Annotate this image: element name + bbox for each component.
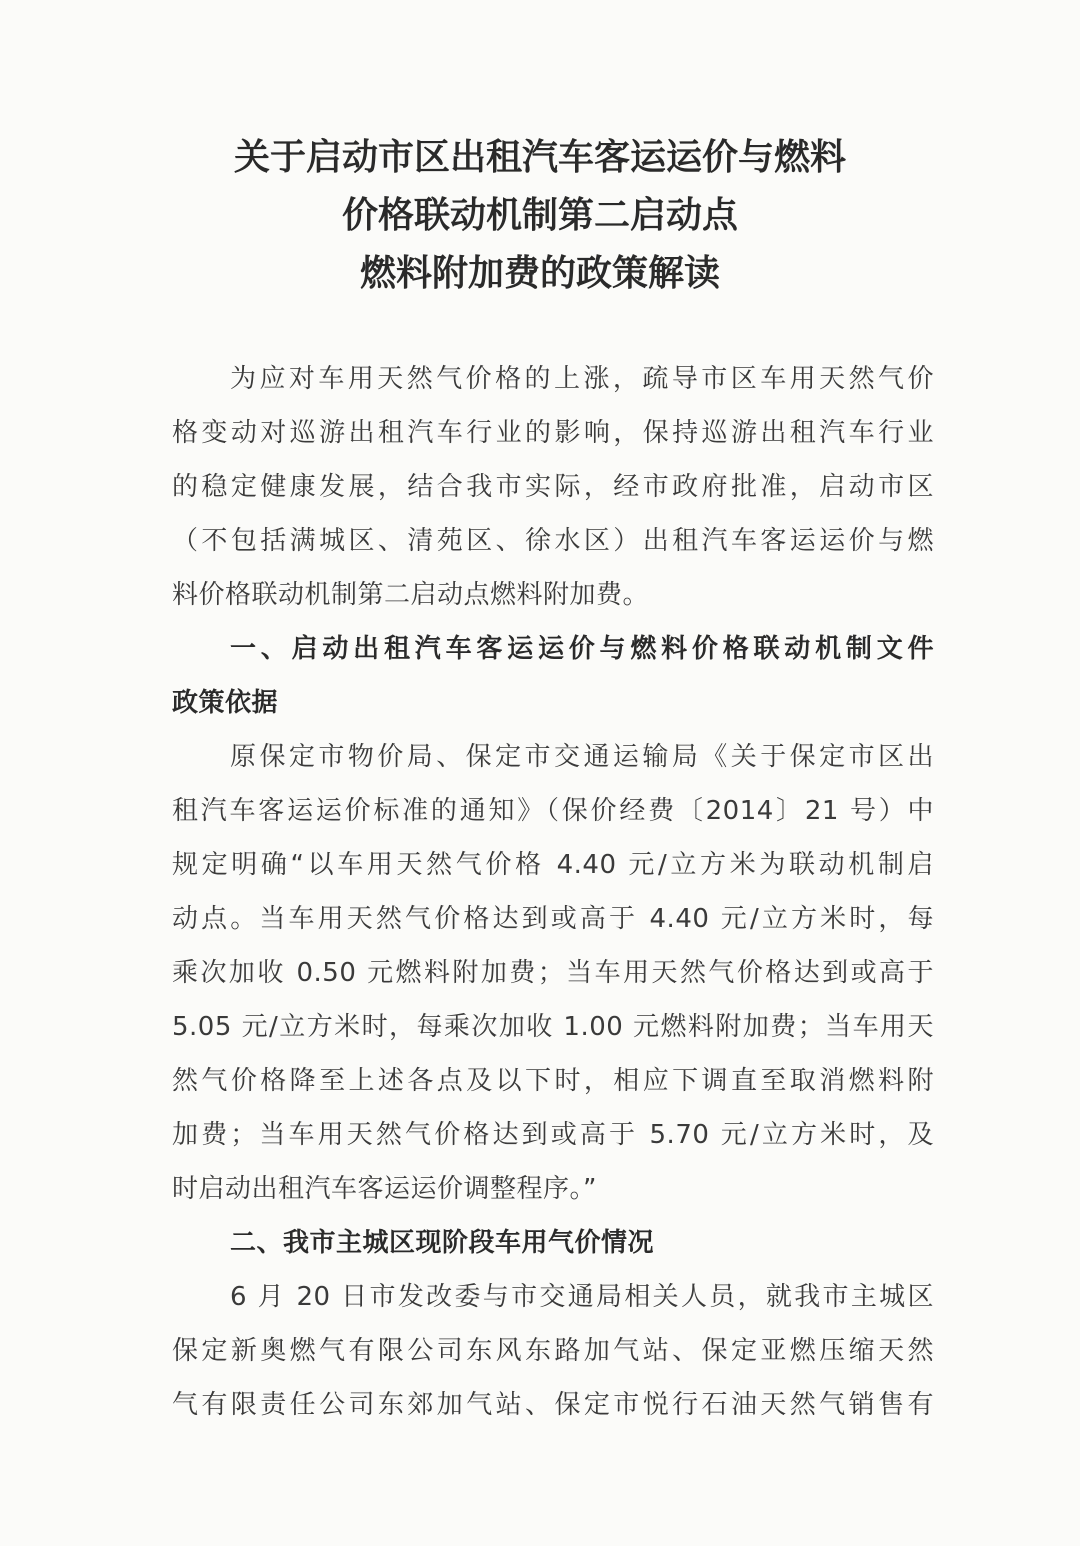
title-line: 价格联动机制第二启动点 [341,194,738,236]
paragraph-line: 气有限责任公司东郊加气站、保定市悦行石油天然气销售有 [172,1390,934,1420]
title-line: 关于启动市区出租汽车客运运价与燃料 [233,136,846,178]
paragraph-line: 加费；当车用天然气价格达到或高于 5.70 元/立方米时，及 [172,1120,934,1150]
paragraph-line: 原保定市物价局、保定市交通运输局《关于保定市区出 [230,742,934,772]
paragraph-line: 的稳定健康发展，结合我市实际，经市政府批准，启动市区 [172,472,934,502]
paragraph-line: 然气价格降至上述各点及以下时，相应下调直至取消燃料附 [172,1066,934,1096]
section-heading-line: 一、启动出租汽车客运运价与燃料价格联动机制文件 [230,634,934,664]
paragraph-line: 5.05 元/立方米时，每乘次加收 1.00 元燃料附加费；当车用天 [172,1012,934,1042]
document-title [150,128,930,302]
paragraph-line: 规定明确“以车用天然气价格 4.40 元/立方米为联动机制启 [172,850,934,880]
paragraph-line: 料价格联动机制第二启动点燃料附加费。 [172,580,650,610]
paragraph-line: 为应对车用天然气价格的上涨，疏导市区车用天然气价 [230,364,934,394]
paragraph-line: 动点。当车用天然气价格达到或高于 4.40 元/立方米时，每 [172,904,934,934]
section-heading-line: 二、我市主城区现阶段车用气价情况 [230,1228,655,1258]
paragraph-line: 时启动出租汽车客运运价调整程序。” [172,1174,597,1204]
paragraph-line: 保定新奥燃气有限公司东风东路加气站、保定亚燃压缩天然 [172,1336,934,1366]
title-line: 燃料附加费的政策解读 [359,252,720,294]
document-body [172,352,934,1432]
paragraph-line: 格变动对巡游出租汽车行业的影响，保持巡游出租汽车行业 [172,418,934,448]
paragraph-line: 6 月 20 日市发改委与市交通局相关人员，就我市主城区 [230,1282,934,1312]
paragraph-line: 租汽车客运运价标准的通知》（保价经费〔2014〕21 号）中 [172,796,934,826]
section-heading-line: 政策依据 [172,688,279,718]
paragraph-line: （不包括满城区、清苑区、徐水区）出租汽车客运运价与燃 [172,526,934,556]
paragraph-line: 乘次加收 0.50 元燃料附加费；当车用天然气价格达到或高于 [172,958,934,988]
